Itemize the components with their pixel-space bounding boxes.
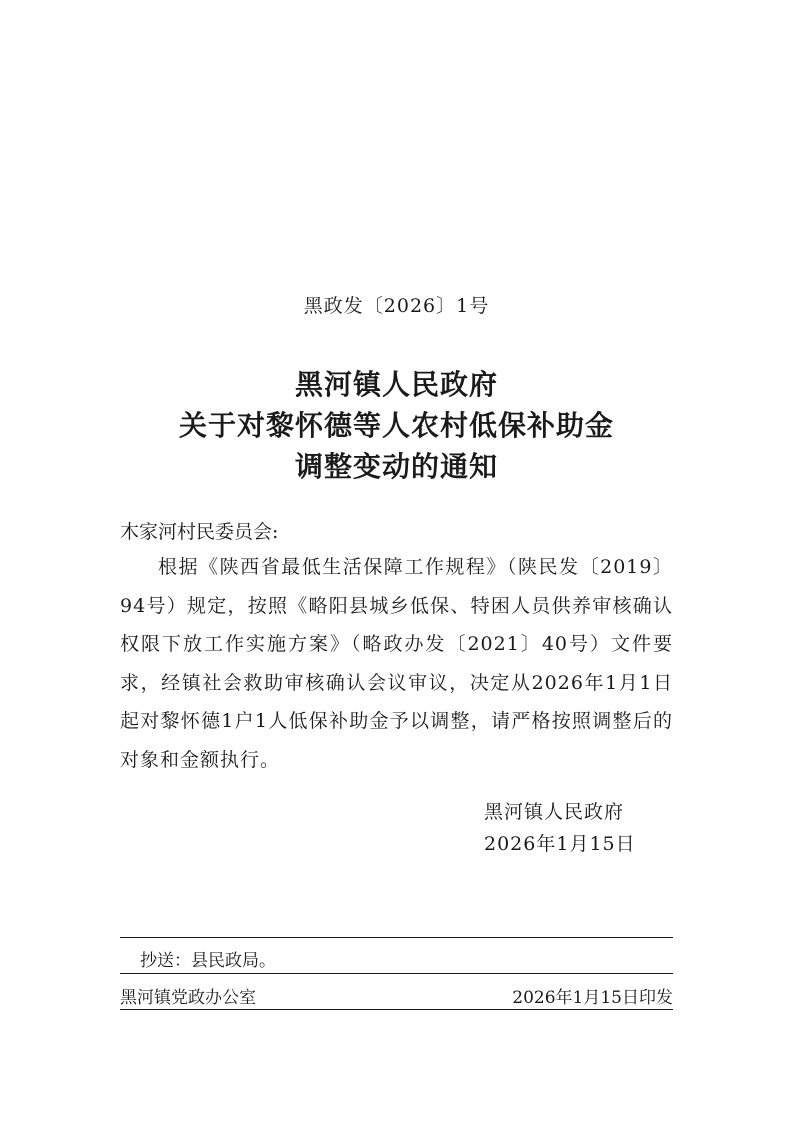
footer-bottom-rule: [120, 1009, 673, 1010]
document-number: 黑政发〔2026〕1号: [303, 295, 490, 317]
footer-top-rule: [120, 937, 673, 938]
footer-issuing-office: 黑河镇党政办公室: [120, 988, 256, 1008]
salutation: 木家河村民委员会:: [120, 521, 279, 543]
footer-middle-rule: [120, 973, 673, 974]
footer-cc: 抄送：县民政局。: [140, 951, 276, 971]
body-paragraph: 根据《陕西省最低生活保障工作规程》（陕民发〔2019〕94号）规定，按照《略阳县城乡低保、特困人员供养审核确认权限下放工作实施方案》（略政办发〔2021〕40号）文件要求，经镇社会救助审核确认会议审议，决定从2026年1月1日起对黎怀德1户1人低保补助金予以调整，请严格按照调整后的对象和金额执行。: [120, 556, 673, 771]
signature-organization: 黑河镇人民政府: [484, 801, 625, 823]
title-line-2: 关于对黎怀德等人农村低保补助金: [178, 409, 614, 442]
title-line-1: 黑河镇人民政府: [294, 368, 498, 401]
footer-print-date: 2026年1月15日印发: [512, 988, 673, 1008]
title-line-3: 调整变动的通知: [294, 450, 498, 483]
document-title: [0, 364, 793, 487]
signature-date: 2026年1月15日: [484, 833, 636, 855]
